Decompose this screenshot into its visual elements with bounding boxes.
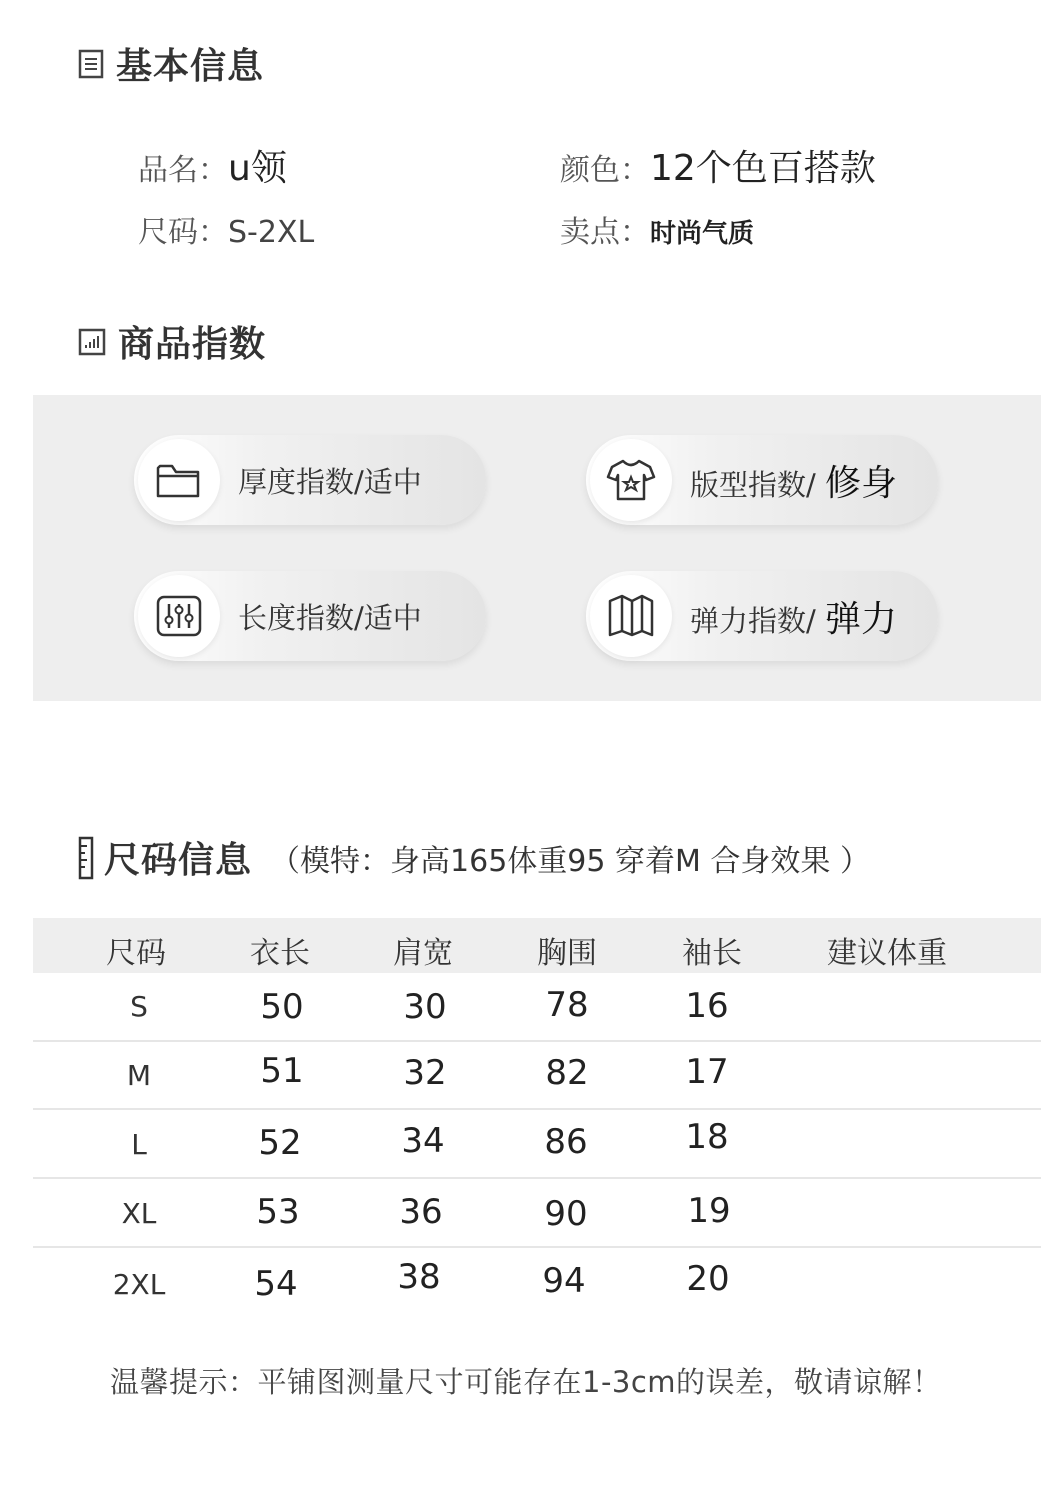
- map-fold-icon: [590, 575, 672, 657]
- info-name-row: [138, 140, 287, 191]
- size-header: [78, 832, 870, 883]
- info-value: 12个色百搭款: [650, 148, 876, 189]
- ruler-icon: [78, 836, 94, 880]
- info-feature-row: [560, 207, 754, 251]
- table-cell: 32: [403, 1053, 447, 1093]
- info-label: 颜色：: [560, 153, 650, 188]
- table-cell: 94: [542, 1261, 586, 1301]
- basic-info-header: [78, 38, 264, 89]
- table-cell: S: [130, 990, 148, 1023]
- table-cell: 34: [401, 1121, 445, 1161]
- table-cell: M: [126, 1059, 152, 1092]
- table-cell: 86: [544, 1122, 588, 1162]
- index-label: 厚度指数/: [238, 464, 364, 499]
- row-divider: [33, 1040, 1041, 1042]
- index-value: 适中: [363, 464, 422, 499]
- index-item-elasticity: [586, 571, 938, 661]
- index-label: 弹力指数/: [690, 603, 816, 638]
- table-cell: 54: [254, 1264, 298, 1304]
- info-value: 时尚气质: [650, 219, 755, 249]
- row-divider: [33, 1108, 1041, 1110]
- table-cell: 78: [545, 985, 589, 1025]
- table-header-cell: 建议体重: [827, 936, 947, 971]
- table-cell: 36: [399, 1192, 443, 1232]
- index-text: [690, 455, 897, 506]
- table-header-cell: 肩宽: [393, 936, 453, 971]
- index-header: [78, 316, 266, 367]
- info-label: 品名：: [138, 153, 228, 188]
- size-title: 尺码信息: [104, 840, 253, 881]
- tshirt-icon: [590, 439, 672, 521]
- table-cell: 18: [685, 1117, 729, 1157]
- index-label: 长度指数/: [238, 600, 364, 635]
- index-value: 弹力: [825, 598, 898, 640]
- index-item-length: [134, 571, 486, 661]
- info-size-row: [138, 207, 314, 251]
- table-cell: 2XL: [112, 1268, 166, 1301]
- table-header-cell: 衣长: [250, 936, 310, 971]
- table-header-cell: 胸围: [537, 936, 597, 971]
- info-value: S-2XL: [228, 215, 315, 250]
- table-cell: 82: [545, 1053, 589, 1093]
- row-divider: [33, 1246, 1041, 1248]
- index-text: [690, 591, 897, 642]
- info-label: 卖点：: [560, 215, 650, 250]
- table-header-cell: 袖长: [682, 936, 742, 971]
- row-divider: [33, 1177, 1041, 1179]
- table-cell: 19: [687, 1191, 731, 1231]
- bar-chart-icon: [78, 328, 106, 356]
- folder-icon: [138, 439, 220, 521]
- index-label: 版型指数/: [690, 467, 816, 502]
- table-cell: L: [131, 1128, 147, 1161]
- table-cell: 30: [403, 987, 447, 1027]
- document-icon: [78, 49, 104, 79]
- index-value: 修身: [825, 462, 898, 504]
- info-color-row: [560, 140, 876, 191]
- info-value: u领: [228, 148, 287, 189]
- index-item-fit: [586, 435, 938, 525]
- index-text: [238, 596, 422, 637]
- table-cell: 51: [260, 1051, 304, 1091]
- size-note: （模特：身高165体重95 穿着M 合身效果 ）: [270, 843, 870, 879]
- index-item-thickness: [134, 435, 486, 525]
- table-cell: 90: [544, 1194, 588, 1234]
- table-cell: 20: [686, 1259, 730, 1299]
- basic-info-title: 基本信息: [116, 46, 265, 87]
- info-label: 尺码：: [138, 215, 228, 250]
- sliders-icon: [138, 575, 220, 657]
- table-cell: 50: [260, 987, 304, 1027]
- index-text: [238, 460, 422, 501]
- measurement-tip: 温馨提示：平铺图测量尺寸可能存在1-3cm的误差，敬请谅解！: [110, 1365, 942, 1399]
- table-cell: 17: [685, 1052, 729, 1092]
- index-value: 适中: [363, 600, 422, 635]
- table-header-cell: 尺码: [106, 936, 166, 971]
- table-cell: 16: [685, 986, 729, 1026]
- table-cell: 52: [258, 1123, 302, 1163]
- table-cell: XL: [121, 1197, 157, 1230]
- table-cell: 38: [397, 1257, 441, 1297]
- index-title: 商品指数: [118, 324, 267, 365]
- table-cell: 53: [256, 1192, 300, 1232]
